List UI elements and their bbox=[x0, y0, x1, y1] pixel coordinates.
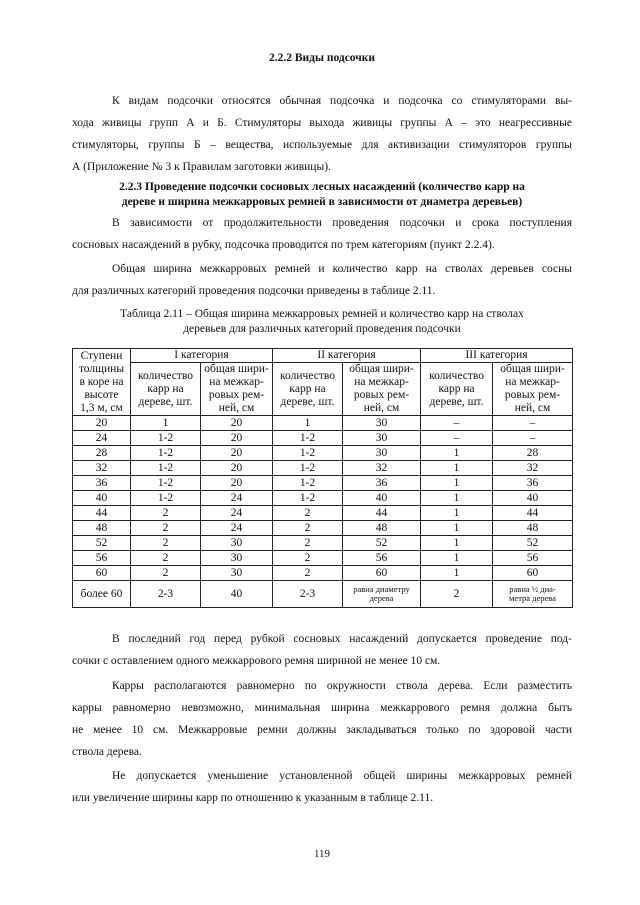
paragraph-line: Общая ширина межкарровых ремней и количество карр на стволах деревьев сосны bbox=[112, 263, 572, 275]
table-cell: 2 bbox=[131, 536, 201, 551]
paragraph-line: стимуляторы, группы Б – вещества, используемые для активизации стимуляторов группы bbox=[72, 139, 572, 151]
table-cell: 40 bbox=[73, 491, 131, 506]
paragraph-line: сочки с оставлением одного межкаррового ремня шириной не менее 10 см. bbox=[72, 655, 441, 667]
table-cell: 48 bbox=[343, 521, 421, 536]
table-row bbox=[73, 521, 573, 536]
table-cell: 30 bbox=[201, 551, 273, 566]
table-cell: 24 bbox=[201, 491, 273, 506]
table-cell: 56 bbox=[343, 551, 421, 566]
paragraph-placement bbox=[72, 675, 572, 763]
table-cell: 52 bbox=[73, 536, 131, 551]
page-number: 119 bbox=[313, 848, 331, 860]
table-row bbox=[73, 446, 573, 461]
table-cell: 44 bbox=[73, 506, 131, 521]
width-header: общая шири- на межкар- ровых рем- ней, см bbox=[201, 363, 273, 416]
table-cell: 1-2 bbox=[273, 476, 343, 491]
table-cell: 40 bbox=[343, 491, 421, 506]
table-cell: 40 bbox=[201, 581, 273, 608]
table-cell: – bbox=[421, 416, 493, 431]
table-cell: 28 bbox=[73, 446, 131, 461]
table-caption bbox=[72, 307, 572, 337]
caption-line: Таблица 2.11 – Общая ширина межкарровых ремней и количество карр на стволах bbox=[120, 308, 524, 320]
paragraph-types bbox=[72, 90, 572, 178]
table-cell: 60 bbox=[343, 566, 421, 581]
table-cell: 30 bbox=[343, 416, 421, 431]
table-cell: 1 bbox=[273, 416, 343, 431]
table-cell: 1 bbox=[421, 476, 493, 491]
table-cell: 32 bbox=[343, 461, 421, 476]
table-cell: 52 bbox=[343, 536, 421, 551]
table-cell: 2 bbox=[131, 521, 201, 536]
table-cell: 1 bbox=[421, 461, 493, 476]
width-header: общая шири- на межкар- ровых рем- ней, см bbox=[493, 363, 573, 416]
heading-line: 2.2.3 Проведение подсочки сосновых лесных насаждений (количество карр на bbox=[119, 181, 525, 193]
table-row bbox=[73, 551, 573, 566]
table-cell: равна диаметру дерева bbox=[343, 581, 421, 608]
table-cell: 2 bbox=[273, 551, 343, 566]
table-cell: 1 bbox=[421, 506, 493, 521]
table-cell: 1-2 bbox=[131, 431, 201, 446]
table-cell: 28 bbox=[493, 446, 573, 461]
section-heading-2-2-2: 2.2.2 Виды подсочки bbox=[269, 52, 375, 64]
table-cell: 48 bbox=[73, 521, 131, 536]
table-cell: 20 bbox=[201, 416, 273, 431]
table-cell: 20 bbox=[201, 446, 273, 461]
table-cell: 1 bbox=[421, 536, 493, 551]
table-cell: 24 bbox=[201, 506, 273, 521]
table-cell: 1 bbox=[421, 551, 493, 566]
table-2-11 bbox=[72, 348, 573, 608]
paragraph-line: или увеличение ширины карр по отношению к указанным в таблице 2.11. bbox=[72, 792, 434, 804]
table-cell: 30 bbox=[343, 446, 421, 461]
table-cell: 36 bbox=[343, 476, 421, 491]
table-cell: 60 bbox=[73, 566, 131, 581]
table-cell: 52 bbox=[493, 536, 573, 551]
table-cell: 2-3 bbox=[273, 581, 343, 608]
table-cell: 1 bbox=[131, 416, 201, 431]
table-cell: 44 bbox=[493, 506, 573, 521]
table-cell: равна ½ диа- метра дерева bbox=[493, 581, 573, 608]
paragraph-prohibition bbox=[72, 765, 572, 809]
paragraph-line: Карры располагаются равномерно по окружности ствола дерева. Если разместить bbox=[112, 680, 572, 692]
table-cell: 1-2 bbox=[131, 476, 201, 491]
paragraph-line: ствола дерева. bbox=[72, 746, 142, 758]
table-cell: 1 bbox=[421, 566, 493, 581]
table-cell: 1-2 bbox=[273, 461, 343, 476]
table-row bbox=[73, 461, 573, 476]
table-cell: 1-2 bbox=[273, 491, 343, 506]
table-cell: – bbox=[421, 431, 493, 446]
table-cell: 24 bbox=[201, 521, 273, 536]
table-cell: 1-2 bbox=[273, 431, 343, 446]
table-row bbox=[73, 566, 573, 581]
paragraph-line: В зависимости от продолжительности проведения подсочки и срока поступления bbox=[112, 217, 572, 229]
paragraph-categories bbox=[72, 212, 572, 256]
table-body bbox=[73, 416, 573, 581]
paragraph-line: не менее 10 см. Межкарровые ремни должны закладываться только по здоровой части bbox=[72, 724, 572, 736]
table-cell: 36 bbox=[493, 476, 573, 491]
paragraph-line: Не допускается уменьшение установленной общей ширины межкарровых ремней bbox=[112, 770, 572, 782]
table-cell: 1 bbox=[421, 446, 493, 461]
table-cell: 2 bbox=[273, 536, 343, 551]
paragraph-line: хода живицы групп А и Б. Стимуляторы выхода живицы группы А – это неагрессивные bbox=[72, 117, 572, 129]
section-heading-2-2-3 bbox=[72, 180, 572, 210]
count-header: количество карр на дереве, шт. bbox=[421, 363, 493, 416]
paragraph-line: для различных категорий проведения подсочки приведены в таблице 2.11. bbox=[72, 285, 436, 297]
count-header: количество карр на дереве, шт. bbox=[131, 363, 201, 416]
table-cell: 20 bbox=[201, 431, 273, 446]
paragraph-line: К видам подсочки относятся обычная подсочка и подсочка со стимуляторами вы- bbox=[112, 95, 572, 107]
table-cell: 20 bbox=[201, 461, 273, 476]
count-header: количество карр на дереве, шт. bbox=[273, 363, 343, 416]
table-cell: 2 bbox=[273, 521, 343, 536]
table-row bbox=[73, 476, 573, 491]
table-cell: 30 bbox=[201, 536, 273, 551]
table-cell: – bbox=[493, 416, 573, 431]
table-cell: 60 bbox=[493, 566, 573, 581]
table-cell: 40 bbox=[493, 491, 573, 506]
table-cell: 1-2 bbox=[131, 461, 201, 476]
table-cell: 30 bbox=[343, 431, 421, 446]
step-header: Ступени толщины в коре на высоте 1,3 м, см bbox=[73, 349, 131, 416]
table-cell: 36 bbox=[73, 476, 131, 491]
table-cell: 2 bbox=[421, 581, 493, 608]
table-cell: 2-3 bbox=[131, 581, 201, 608]
paragraph-line: А (Приложение № 3 к Правилам заготовки живицы). bbox=[72, 161, 331, 173]
table-cell: 56 bbox=[493, 551, 573, 566]
table-row bbox=[73, 491, 573, 506]
table-cell: 32 bbox=[73, 461, 131, 476]
paragraph-line: В последний год перед рубкой сосновых насаждений допускается проведение под- bbox=[112, 633, 572, 645]
table-cell: 30 bbox=[201, 566, 273, 581]
table-cell: 1 bbox=[421, 521, 493, 536]
heading-line: дереве и ширина межкарровых ремней в зависимости от диаметра деревьев) bbox=[121, 196, 523, 208]
paragraph-line: карры равномерно невозможно, минимальная ширина межкаррового ремня должна быть bbox=[72, 702, 572, 714]
table-cell: более 60 bbox=[73, 581, 131, 608]
caption-line: деревьев для различных категорий проведения подсочки bbox=[183, 323, 461, 335]
table-cell: 2 bbox=[273, 566, 343, 581]
table-row bbox=[73, 431, 573, 446]
table-cell: 2 bbox=[131, 506, 201, 521]
table-cell: 44 bbox=[343, 506, 421, 521]
table-row bbox=[73, 506, 573, 521]
table-cell: 32 bbox=[493, 461, 573, 476]
table-cell: 48 bbox=[493, 521, 573, 536]
category-2-header: II категория bbox=[273, 349, 421, 363]
table-row-last bbox=[73, 581, 573, 608]
table-cell: 2 bbox=[273, 506, 343, 521]
table-cell: 20 bbox=[73, 416, 131, 431]
table-cell: 20 bbox=[201, 476, 273, 491]
category-1-header: I категория bbox=[131, 349, 273, 363]
table-cell: 24 bbox=[73, 431, 131, 446]
table-row bbox=[73, 536, 573, 551]
width-header: общая шири- на межкар- ровых рем- ней, см bbox=[343, 363, 421, 416]
category-3-header: III категория bbox=[421, 349, 573, 363]
table-cell: 1-2 bbox=[131, 491, 201, 506]
paragraph-table-intro bbox=[72, 258, 572, 302]
table-cell: 1 bbox=[421, 491, 493, 506]
table-cell: – bbox=[493, 431, 573, 446]
table-cell: 1-2 bbox=[131, 446, 201, 461]
paragraph-line: сосновых насаждений в рубку, подсочка проводится по трем категориям (пункт 2.2.4). bbox=[72, 239, 495, 251]
paragraph-last-year bbox=[72, 628, 572, 672]
table-cell: 1-2 bbox=[273, 446, 343, 461]
table-row bbox=[73, 416, 573, 431]
table-cell: 2 bbox=[131, 551, 201, 566]
table-cell: 2 bbox=[131, 566, 201, 581]
table-cell: 56 bbox=[73, 551, 131, 566]
